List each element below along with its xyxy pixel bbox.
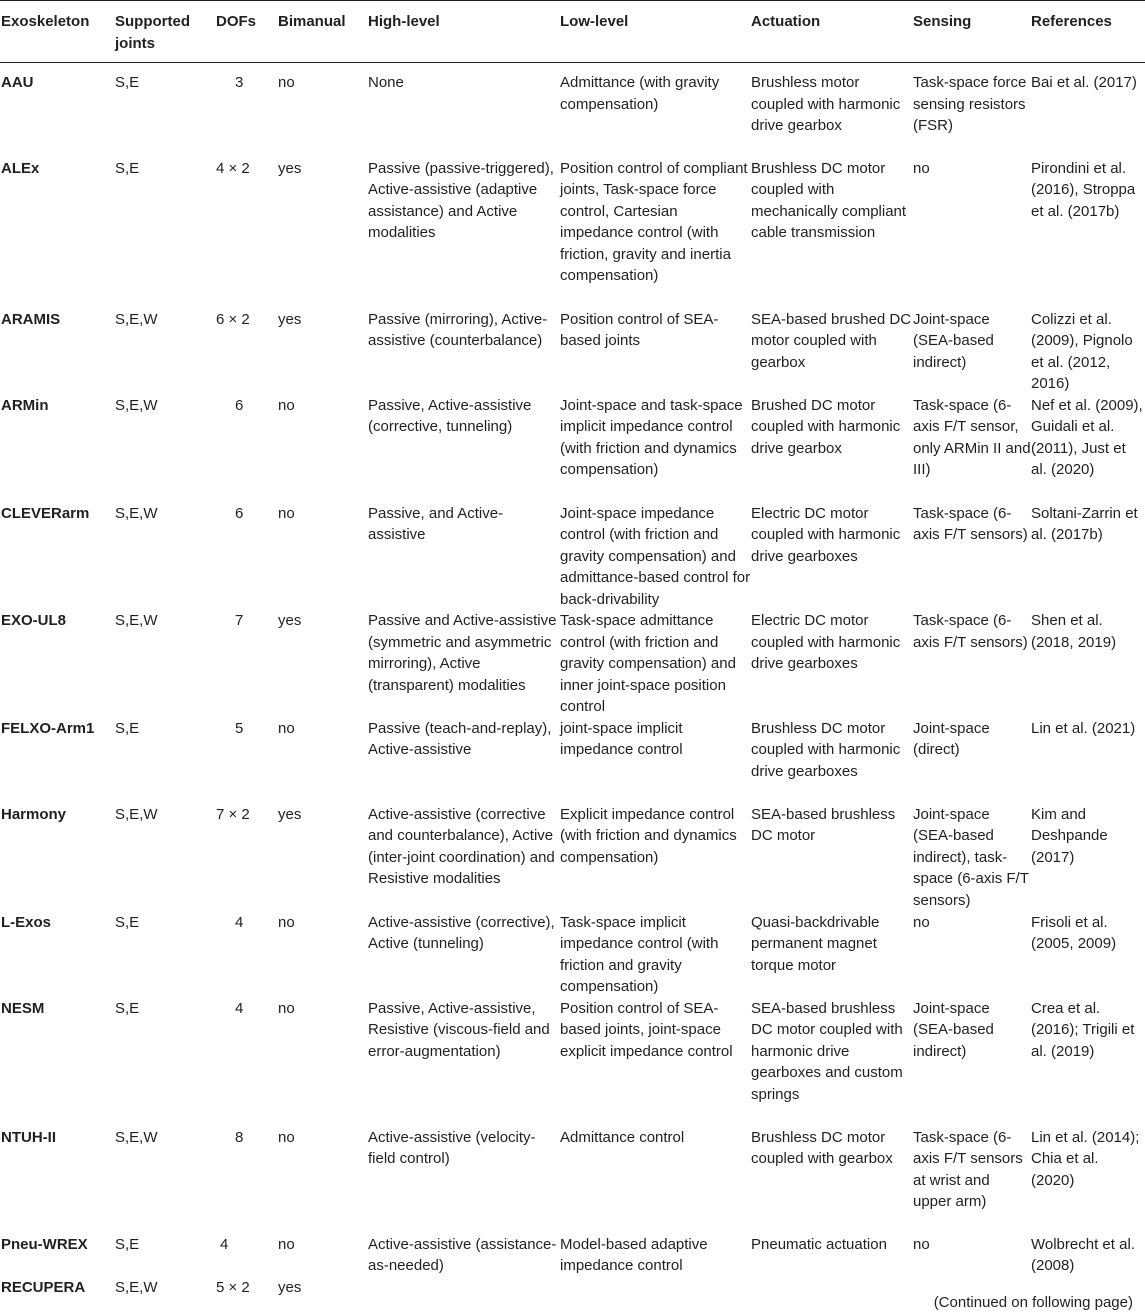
row-references: Lin et al. (2021) [1031, 719, 1136, 737]
row-name: AAU [1, 74, 34, 91]
row-low-level: Position control of SEA-based joints [560, 310, 719, 349]
row-actuation [751, 1277, 913, 1299]
row-joints: S,E,W [115, 396, 158, 414]
row-bimanual: yes [278, 310, 302, 328]
row-actuation: Brushless DC motor coupled with harmonic drive gearboxes [751, 719, 901, 780]
row-actuation: Brushed DC motor coupled with harmonic drive gearbox [751, 396, 901, 457]
row-name: FELXO-Arm1 [1, 719, 95, 737]
row-dofs: 4 × 2 [216, 159, 250, 177]
row-bimanual: no [278, 504, 295, 522]
row-name: NESM [1, 999, 45, 1017]
row-dofs: 5 × 2 [216, 1278, 250, 1296]
table-row [0, 395, 1145, 503]
table-body [0, 63, 1145, 1299]
row-joints: S,E [115, 913, 140, 931]
row-sensing: Task-space (6-axis F/T sensors) [913, 504, 1028, 543]
row-bimanual: no [278, 74, 295, 91]
row-references: Kim and Deshpande (2017) [1031, 805, 1108, 866]
row-joints: S,E [115, 74, 140, 91]
row-actuation: Electric DC motor coupled with harmonic drive gearboxes [751, 612, 901, 672]
row-name: RECUPERA [1, 1278, 86, 1296]
row-actuation: Pneumatic actuation [751, 1235, 887, 1253]
row-references: Lin et al. (2014); Chia et al. (2020) [1031, 1128, 1140, 1189]
row-bimanual: no [278, 999, 295, 1017]
row-references: Crea et al. (2016); Trigili et al. (2019) [1031, 999, 1135, 1060]
table-row [0, 912, 1145, 998]
row-sensing: Joint-space (SEA-based indirect), task-space (6-axis F/T sensors) [913, 805, 1029, 909]
row-low-level: Model-based adaptive impedance control [560, 1235, 708, 1274]
row-bimanual: no [278, 719, 295, 737]
table-row [0, 610, 1145, 718]
row-sensing: Joint-space (SEA-based indirect) [913, 999, 994, 1060]
continued-note: (Continued on following page) [933, 1294, 1133, 1311]
row-low-level: Admittance control [560, 1128, 685, 1146]
row-joints: S,E [115, 719, 140, 737]
row-sensing: Task-space (6-axis F/T sensors) [913, 612, 1028, 651]
row-high-level: Passive (passive-triggered), Active-assistive (adaptive assistance) and Active modalities [368, 159, 554, 241]
row-bimanual: yes [278, 805, 302, 823]
row-bimanual: yes [278, 1278, 302, 1296]
row-actuation: Brushless motor coupled with harmonic drive gearbox [751, 74, 901, 134]
row-high-level: Passive, and Active-assistive [368, 504, 504, 543]
row-high-level: None [368, 74, 404, 91]
header-low-level: Low-level [560, 13, 629, 30]
row-low-level: joint-space implicit impedance control [560, 719, 683, 758]
row-dofs: 6 [235, 504, 244, 522]
row-sensing: Task-space (6-axis F/T sensor, only ARMin II and III) [913, 396, 1031, 478]
row-references: Bai et al. (2017) [1031, 74, 1137, 91]
row-low-level [560, 1277, 751, 1299]
row-references: Shen et al. (2018, 2019) [1031, 612, 1117, 651]
row-dofs: 8 [235, 1128, 244, 1146]
row-high-level: Passive and Active-assistive (symmetric and asymmetric mirroring), Active (transparent) modalities [368, 612, 557, 694]
header-actuation: Actuation [751, 13, 821, 30]
row-actuation: SEA-based brushed DC motor coupled with gearbox [751, 310, 912, 371]
row-low-level: Joint-space impedance control (with friction and gravity compensation) and admittance-based control for back-drivability [560, 504, 751, 608]
row-sensing: Joint-space (SEA-based indirect) [913, 310, 994, 371]
row-actuation: Brushless DC motor coupled with mechanically compliant cable transmission [751, 159, 907, 241]
row-references: Soltani-Zarrin et al. (2017b) [1031, 504, 1138, 543]
header-dofs: DOFs [216, 13, 257, 30]
row-dofs: 5 [235, 719, 244, 737]
table-row [0, 63, 1145, 158]
row-sensing: no [913, 913, 930, 931]
row-sensing: Task-space force sensing resistors (FSR) [913, 74, 1027, 134]
row-dofs: 6 [235, 396, 244, 414]
row-name: CLEVERarm [1, 504, 90, 522]
table-row [0, 158, 1145, 309]
row-actuation: SEA-based brushless DC motor coupled with harmonic drive gearboxes and custom springs [751, 999, 903, 1103]
row-dofs: 4 [220, 1235, 229, 1253]
row-dofs: 7 [235, 612, 244, 629]
row-high-level: Passive, Active-assistive, Resistive (viscous-field and error-augmentation) [368, 999, 550, 1060]
row-low-level: Joint-space and task-space implicit impedance control (with friction and dynamics compensation) [560, 396, 743, 478]
row-low-level: Admittance (with gravity compensation) [560, 74, 720, 113]
row-name: ALEx [1, 159, 40, 177]
row-bimanual: no [278, 1235, 295, 1253]
header-supported-joints: Supported joints [115, 13, 190, 52]
row-references: Wolbrecht et al. (2008) [1031, 1235, 1135, 1274]
row-sensing: Joint-space (direct) [913, 719, 990, 758]
row-name: ARMin [1, 396, 49, 414]
row-joints: S,E,W [115, 504, 158, 522]
row-joints: S,E,W [115, 805, 158, 823]
row-bimanual: no [278, 1128, 295, 1146]
row-dofs: 4 [235, 913, 244, 931]
row-references: Pirondini et al. (2016), Stroppa et al. (2017b) [1031, 159, 1136, 220]
header-high-level: High-level [368, 13, 440, 30]
row-sensing: no [913, 1235, 930, 1253]
row-joints: S,E [115, 999, 140, 1017]
row-joints: S,E,W [115, 612, 158, 629]
row-joints: S,E,W [115, 1278, 158, 1296]
row-high-level: Active-assistive (assistance-as-needed) [368, 1235, 557, 1274]
row-actuation: Quasi-backdrivable permanent magnet torque motor [751, 913, 880, 974]
row-high-level: Active-assistive (corrective and counterbalance), Active (inter-joint coordination) and Resistive modalities [368, 805, 555, 887]
row-bimanual: yes [278, 159, 302, 177]
table-row [0, 718, 1145, 804]
header-sensing: Sensing [913, 13, 972, 30]
header-bimanual: Bimanual [278, 13, 346, 30]
table-row [0, 804, 1145, 912]
row-name: ARAMIS [1, 310, 61, 328]
header-references: References [1031, 13, 1112, 30]
row-joints: S,E,W [115, 1128, 158, 1146]
row-low-level: Task-space admittance control (with friction and gravity compensation) and inner joint-space position control [560, 612, 736, 715]
row-references: Colizzi et al. (2009), Pignolo et al. (2012, 2016) [1031, 310, 1133, 392]
row-low-level: Position control of compliant joints, Task-space force control, Cartesian impedance control (with friction, gravity and inertia compensation) [560, 159, 748, 284]
row-dofs: 4 [235, 999, 244, 1017]
row-sensing: Task-space (6-axis F/T sensors at wrist and upper arm) [913, 1128, 1023, 1210]
row-low-level: Explicit impedance control (with friction and dynamics compensation) [560, 805, 737, 866]
table-row [0, 998, 1145, 1127]
row-dofs: 6 × 2 [216, 310, 250, 328]
row-high-level: Passive, Active-assistive (corrective, tunneling) [368, 396, 532, 435]
row-actuation: Electric DC motor coupled with harmonic drive gearboxes [751, 504, 901, 565]
row-bimanual: yes [278, 612, 302, 629]
table-row [0, 309, 1145, 395]
row-name: NTUH-II [1, 1128, 56, 1146]
row-low-level: Position control of SEA-based joints, joint-space explicit impedance control [560, 999, 733, 1060]
row-joints: S,E,W [115, 310, 158, 328]
row-dofs: 3 [235, 74, 244, 91]
row-dofs: 7 × 2 [216, 805, 250, 823]
row-references: Frisoli et al. (2005, 2009) [1031, 913, 1117, 952]
row-name: EXO-UL8 [1, 612, 67, 629]
row-name: L-Exos [1, 913, 52, 931]
header-row [0, 1, 1145, 63]
row-name: Harmony [1, 805, 67, 823]
row-actuation: Brushless DC motor coupled with gearbox [751, 1128, 893, 1167]
table-row [0, 503, 1145, 611]
row-bimanual: no [278, 913, 295, 931]
row-high-level: Active-assistive (velocity-field control) [368, 1128, 536, 1167]
header-exoskeleton: Exoskeleton [1, 13, 90, 30]
row-high-level [368, 1277, 560, 1299]
row-bimanual: no [278, 396, 295, 414]
row-actuation: SEA-based brushless DC motor [751, 805, 896, 844]
row-low-level: Task-space implicit impedance control (with friction and gravity compensation) [560, 913, 719, 995]
row-references: Nef et al. (2009), Guidali et al. (2011), Just et al. (2020) [1031, 396, 1143, 478]
table-row [0, 1127, 1145, 1234]
row-high-level: Passive (teach-and-replay), Active-assistive [368, 719, 552, 758]
row-joints: S,E [115, 1235, 140, 1253]
row-joints: S,E [115, 159, 140, 177]
row-high-level: Active-assistive (corrective), Active (tunneling) [368, 913, 555, 952]
row-high-level: Passive (mirroring), Active-assistive (counterbalance) [368, 310, 548, 349]
row-name: Pneu-WREX [1, 1235, 88, 1253]
table-row [0, 1234, 1145, 1277]
row-sensing: no [913, 159, 930, 177]
